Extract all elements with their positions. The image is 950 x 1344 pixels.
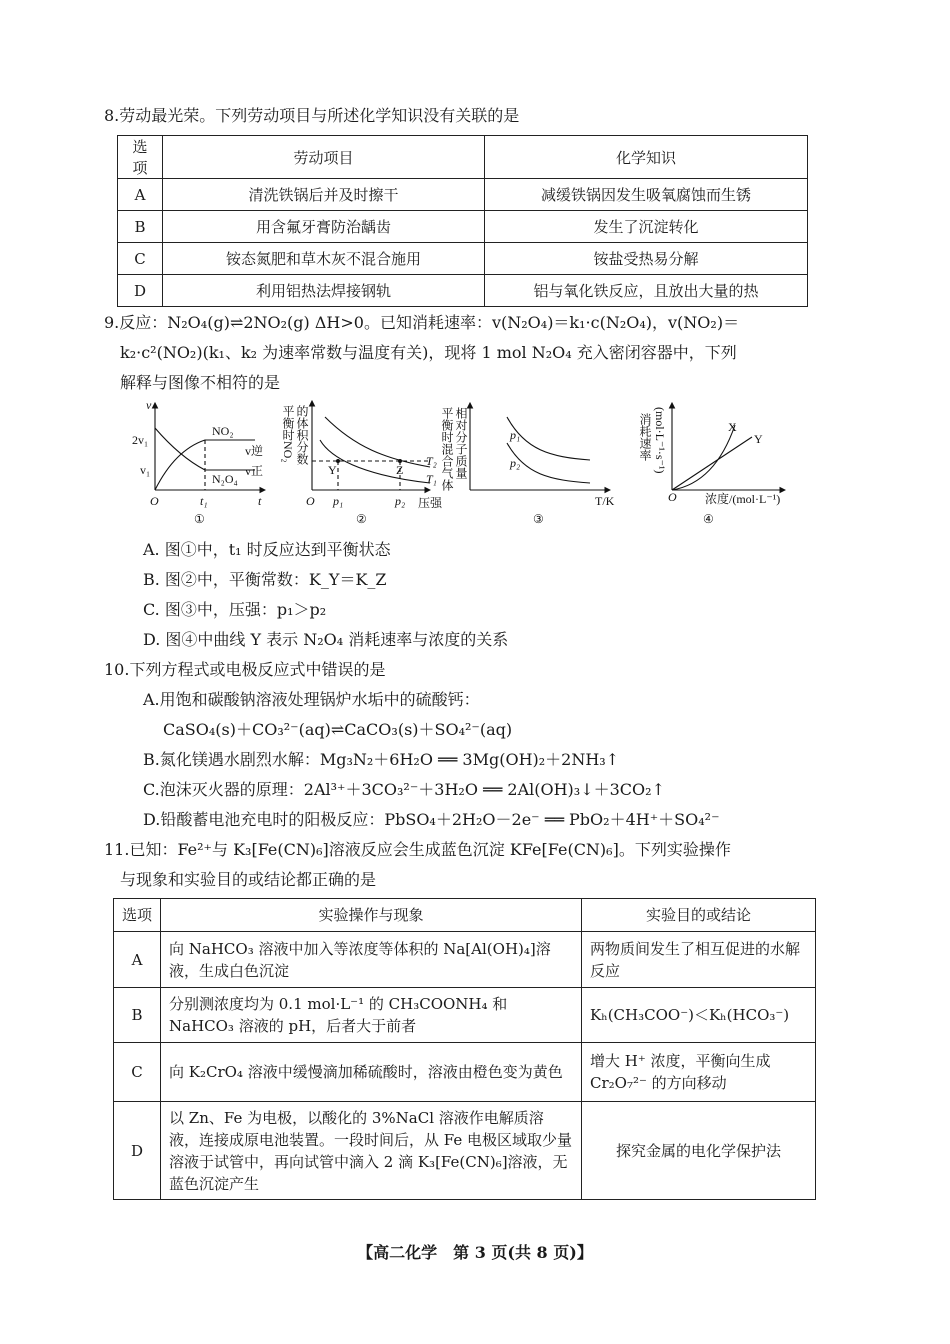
table-row: [118, 179, 808, 211]
axis-label: 的体积分数: [295, 405, 309, 465]
table-row: [114, 988, 816, 1043]
figure-number: ②: [356, 512, 367, 526]
y-line: [672, 437, 752, 490]
cell: A: [118, 179, 163, 211]
cell: 向 NaHCO₃ 溶液中加入等浓度等体积的 Na[Al(OH)₄]溶液，生成白色沉淀: [161, 932, 582, 988]
curve-label: N₂O₄: [212, 472, 238, 486]
page-footer: 【高二化学 第 3 页(共 8 页)】: [357, 1243, 593, 1262]
table-row: [118, 243, 808, 275]
table-header-row: [114, 899, 816, 932]
cell: 清洗铁锅后并及时擦干: [163, 179, 485, 211]
question-8-table: [117, 135, 808, 307]
cell: C: [114, 1043, 161, 1102]
option-c: C. 图③中，压强：p₁＞p₂: [143, 600, 327, 619]
origin-label: O: [668, 490, 677, 504]
question-8-title: 8.劳动最光荣。下列劳动项目与所述化学知识没有关联的是: [104, 106, 520, 125]
x-curve: [672, 425, 735, 490]
curve-label: T₂: [426, 454, 437, 468]
axis-label: 平衡时混合气体: [440, 407, 454, 491]
cell: 减缓铁锅因发生吸氧腐蚀而生锈: [485, 179, 808, 211]
cell: 以 Zn、Fe 为电极，以酸化的 3%NaCl 溶液作电解质溶液，连接成原电池装置。一段时间后，从 Fe 电极区域取少量溶液于试管中，再向试管中滴入 2 滴 K₃[Fe(CN)₆]溶液，无蓝色沉淀产生: [161, 1102, 582, 1200]
question-9-figures: [130, 395, 820, 530]
question-11-table: [113, 898, 816, 1200]
option-c: C.泡沫灭火器的原理：2Al³⁺＋3CO₃²⁻＋3H₂O ══ 2Al(OH)₃↓＋3CO₂↑: [143, 780, 665, 799]
cell: 铵态氮肥和草木灰不混合施用: [163, 243, 485, 275]
origin-label: O: [306, 494, 315, 508]
cell: 向 K₂CrO₄ 溶液中缓慢滴加稀硫酸时，溶液由橙色变为黄色: [161, 1043, 582, 1102]
curve-label: X: [728, 420, 737, 434]
option-a: A. 图①中，t₁ 时反应达到平衡状态: [143, 540, 391, 559]
table-row: [118, 275, 808, 307]
point-label: Z: [396, 463, 404, 477]
cell: D: [118, 275, 163, 307]
cell: 增大 H⁺ 浓度，平衡向生成 Cr₂O₇²⁻ 的方向移动: [582, 1043, 816, 1102]
option-a: A.用饱和碳酸钠溶液处理锅炉水垢中的硫酸钙：: [143, 690, 480, 709]
figure-number: ③: [533, 512, 544, 526]
header-conclusion: 实验目的或结论: [582, 899, 816, 932]
curve-label: p₁: [510, 428, 521, 442]
header-knowledge: 化学知识: [485, 136, 808, 179]
curve-label: v正: [245, 464, 264, 478]
curve-label: T₁: [426, 472, 437, 486]
figure-number: ①: [194, 512, 205, 526]
tick-label: p₂: [395, 494, 406, 508]
origin-label: O: [150, 494, 159, 508]
table-header-row: [118, 136, 808, 179]
tick-label: v₁: [140, 463, 151, 477]
question-10-title: 10.下列方程式或电极反应式中错误的是: [104, 660, 386, 679]
cell: 铝与氧化铁反应，且放出大量的热: [485, 275, 808, 307]
option-b: B. 图②中，平衡常数：K_Y＝K_Z: [143, 570, 387, 589]
option-d: D. 图④中曲线 Y 表示 N₂O₄ 消耗速率与浓度的关系: [143, 630, 509, 649]
dash-line: [338, 461, 400, 490]
option-b: B.氮化镁遇水剧烈水解：Mg₃N₂＋6H₂O ══ 3Mg(OH)₂＋2NH₃↑: [143, 750, 620, 769]
cell: 探究金属的电化学保护法: [582, 1102, 816, 1200]
axis-label: 压强: [418, 496, 443, 510]
option-d: D.铅酸蓄电池充电时的阳极反应：PbSO₄＋2H₂O－2e⁻ ══ PbO₂＋4H⁺＋SO₄²⁻: [143, 810, 720, 829]
cell: D: [114, 1102, 161, 1200]
question-9-line: 解释与图像不相符的是: [120, 373, 281, 392]
question-11-line: 11.已知：Fe²⁺与 K₃[Fe(CN)₆]溶液反应会生成蓝色沉淀 KFe[Fe(CN)₆]。下列实验操作: [104, 840, 731, 859]
cell: 两物质间发生了相互促进的水解反应: [582, 932, 816, 988]
figure-number: ④: [703, 512, 714, 526]
table-row: [118, 211, 808, 243]
curve-label: v逆: [245, 444, 264, 458]
axis-label: t: [258, 494, 262, 508]
cell: 利用铝热法焊接钢轨: [163, 275, 485, 307]
question-9-line: 9.反应：N₂O₄(g)⇌2NO₂(g) ΔH>0。已知消耗速率：v(N₂O₄)＝k₁·c(N₂O₄)，v(NO₂)＝: [104, 313, 740, 332]
curve-label: p₂: [510, 456, 521, 470]
cell: B: [114, 988, 161, 1043]
cell: 用含氟牙膏防治龋齿: [163, 211, 485, 243]
question-11-line: 与现象和实验目的或结论都正确的是: [120, 870, 377, 889]
point-label: Y: [328, 463, 337, 477]
option-a-equation: CaSO₄(s)＋CO₃²⁻(aq)⇌CaCO₃(s)＋SO₄²⁻(aq): [163, 720, 513, 739]
cell: 发生了沉淀转化: [485, 211, 808, 243]
header-option: 选项: [114, 899, 161, 932]
question-9-line: k₂·c²(NO₂)(k₁、k₂ 为速率常数与温度有关)，现将 1 mol N₂O₄ 充入密闭容器中，下列: [120, 343, 737, 362]
figure-4: [672, 403, 785, 490]
axis-label: (mol·L⁻¹·s⁻¹): [653, 407, 667, 474]
axis-label: 消耗速率: [638, 413, 652, 461]
header-operation: 实验操作与现象: [161, 899, 582, 932]
axis-label: 浓度/(mol·L⁻¹): [705, 492, 781, 506]
axis-label: 相对分子质量: [454, 407, 468, 479]
header-option: 选项: [118, 136, 163, 179]
cell: B: [118, 211, 163, 243]
table-row: [114, 1102, 816, 1200]
cell: A: [114, 932, 161, 988]
tick-label: t₁: [200, 494, 208, 508]
axis-label: v: [146, 398, 152, 412]
axis-label: T/K: [595, 494, 615, 508]
cell: C: [118, 243, 163, 275]
axis-label: 平衡时NO₂: [281, 405, 295, 463]
tick-label: 2v₁: [132, 433, 149, 447]
tick-label: p₁: [333, 494, 344, 508]
table-row: [114, 932, 816, 988]
header-labor: 劳动项目: [163, 136, 485, 179]
cell: Kₕ(CH₃COO⁻)＜Kₕ(HCO₃⁻): [582, 988, 816, 1043]
cell: 分别测浓度均为 0.1 mol·L⁻¹ 的 CH₃COONH₄ 和 NaHCO₃ 溶液的 pH，后者大于前者: [161, 988, 582, 1043]
cell: 铵盐受热易分解: [485, 243, 808, 275]
table-row: [114, 1043, 816, 1102]
curve-label: Y: [754, 432, 763, 446]
curve-label: NO₂: [212, 424, 234, 438]
figure-3: [470, 403, 610, 490]
